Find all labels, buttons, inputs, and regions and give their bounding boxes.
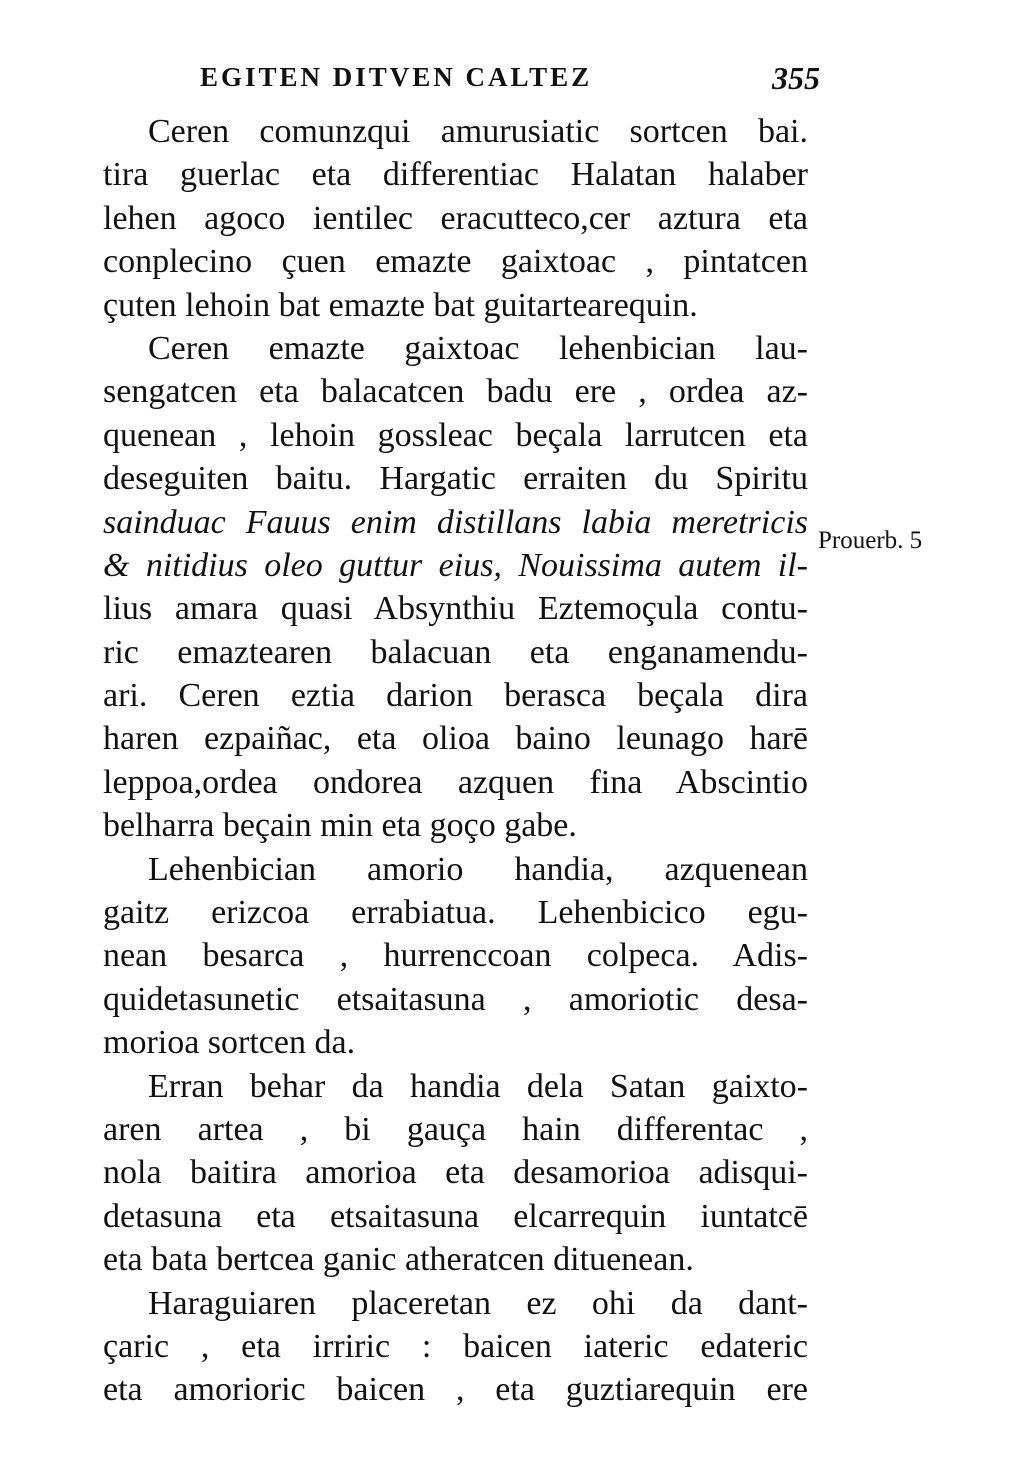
text-line-latin-quote: sainduac Fauus enim distillans labia meretricis [103, 503, 808, 541]
text-line: belharra beçain min eta goço gabe. [103, 807, 577, 845]
text-line: morioa sortcen da. [103, 1024, 356, 1062]
margin-note: Prouerb. 5 [818, 527, 923, 554]
text-line: lius amara quasi Absynthiu Eztemoçula contu- [103, 590, 808, 628]
text-line: nean besarca , hurrenccoan colpeca. Adis- [103, 937, 808, 975]
text-line: Lehenbician amorio handia, azquenean [148, 850, 808, 888]
text-line: quenean , lehoin gossleac beçala larrutcen eta [103, 416, 808, 454]
text-line: detasuna eta etsaitasuna elcarrequin iuntatcē [103, 1197, 808, 1235]
text-line: deseguiten baitu. Hargatic erraiten du Spiritu [103, 460, 808, 498]
text-line: aren artea , bi gauça hain differentac , [103, 1110, 808, 1148]
text-line: çaric , eta irriric : baicen iateric edateric [103, 1327, 808, 1365]
text-line: haren ezpaiñac, eta olioa baino leunago harē [103, 720, 808, 758]
text-line: conplecino çuen emazte gaixtoac , pintatcen [103, 243, 808, 281]
text-line: Haraguiaren placeretan ez ohi da dant- [148, 1284, 808, 1322]
text-line: lehen agoco ientilec eracutteco,cer aztura eta [103, 199, 808, 237]
text-line: eta bata bertcea ganic atheratcen dituenean. [103, 1241, 694, 1279]
text-line: gaitz erizcoa errabiatua. Lehenbicico egu- [103, 894, 808, 932]
text-line-latin-quote: & nitidius oleo guttur eius, Nouissima autem il- [103, 546, 808, 584]
body-text [103, 110, 808, 1412]
text-line: eta amorioric baicen , eta guztiarequin ere [103, 1371, 808, 1409]
page-header [200, 58, 820, 98]
text-line: Ceren comunzqui amurusiatic sortcen bai. [148, 113, 808, 150]
text-line: tira guerlac eta differentiac Halatan halaber [103, 156, 808, 194]
page-number: 355 [772, 60, 820, 96]
running-title: EGITEN DITVEN CALTEZ [200, 62, 593, 92]
text-line: ric emaztearen balacuan eta enganamendu- [103, 633, 808, 671]
text-line: quidetasunetic etsaitasuna , amoriotic desa- [103, 980, 808, 1018]
text-line: Erran behar da handia dela Satan gaixto- [148, 1067, 808, 1105]
text-line: sengatcen eta balacatcen badu ere , ordea az- [103, 373, 808, 411]
text-line: leppoa,ordea ondorea azquen fina Abscintio [103, 763, 808, 801]
text-line: nola baitira amorioa eta desamorioa adisqui- [103, 1154, 808, 1192]
text-line: Ceren emazte gaixtoac lehenbician lau- [148, 329, 808, 367]
text-line: çuten lehoin bat emazte bat guitartearequin. [103, 286, 698, 324]
text-line: ari. Ceren eztia darion berasca beçala dira [103, 677, 808, 715]
